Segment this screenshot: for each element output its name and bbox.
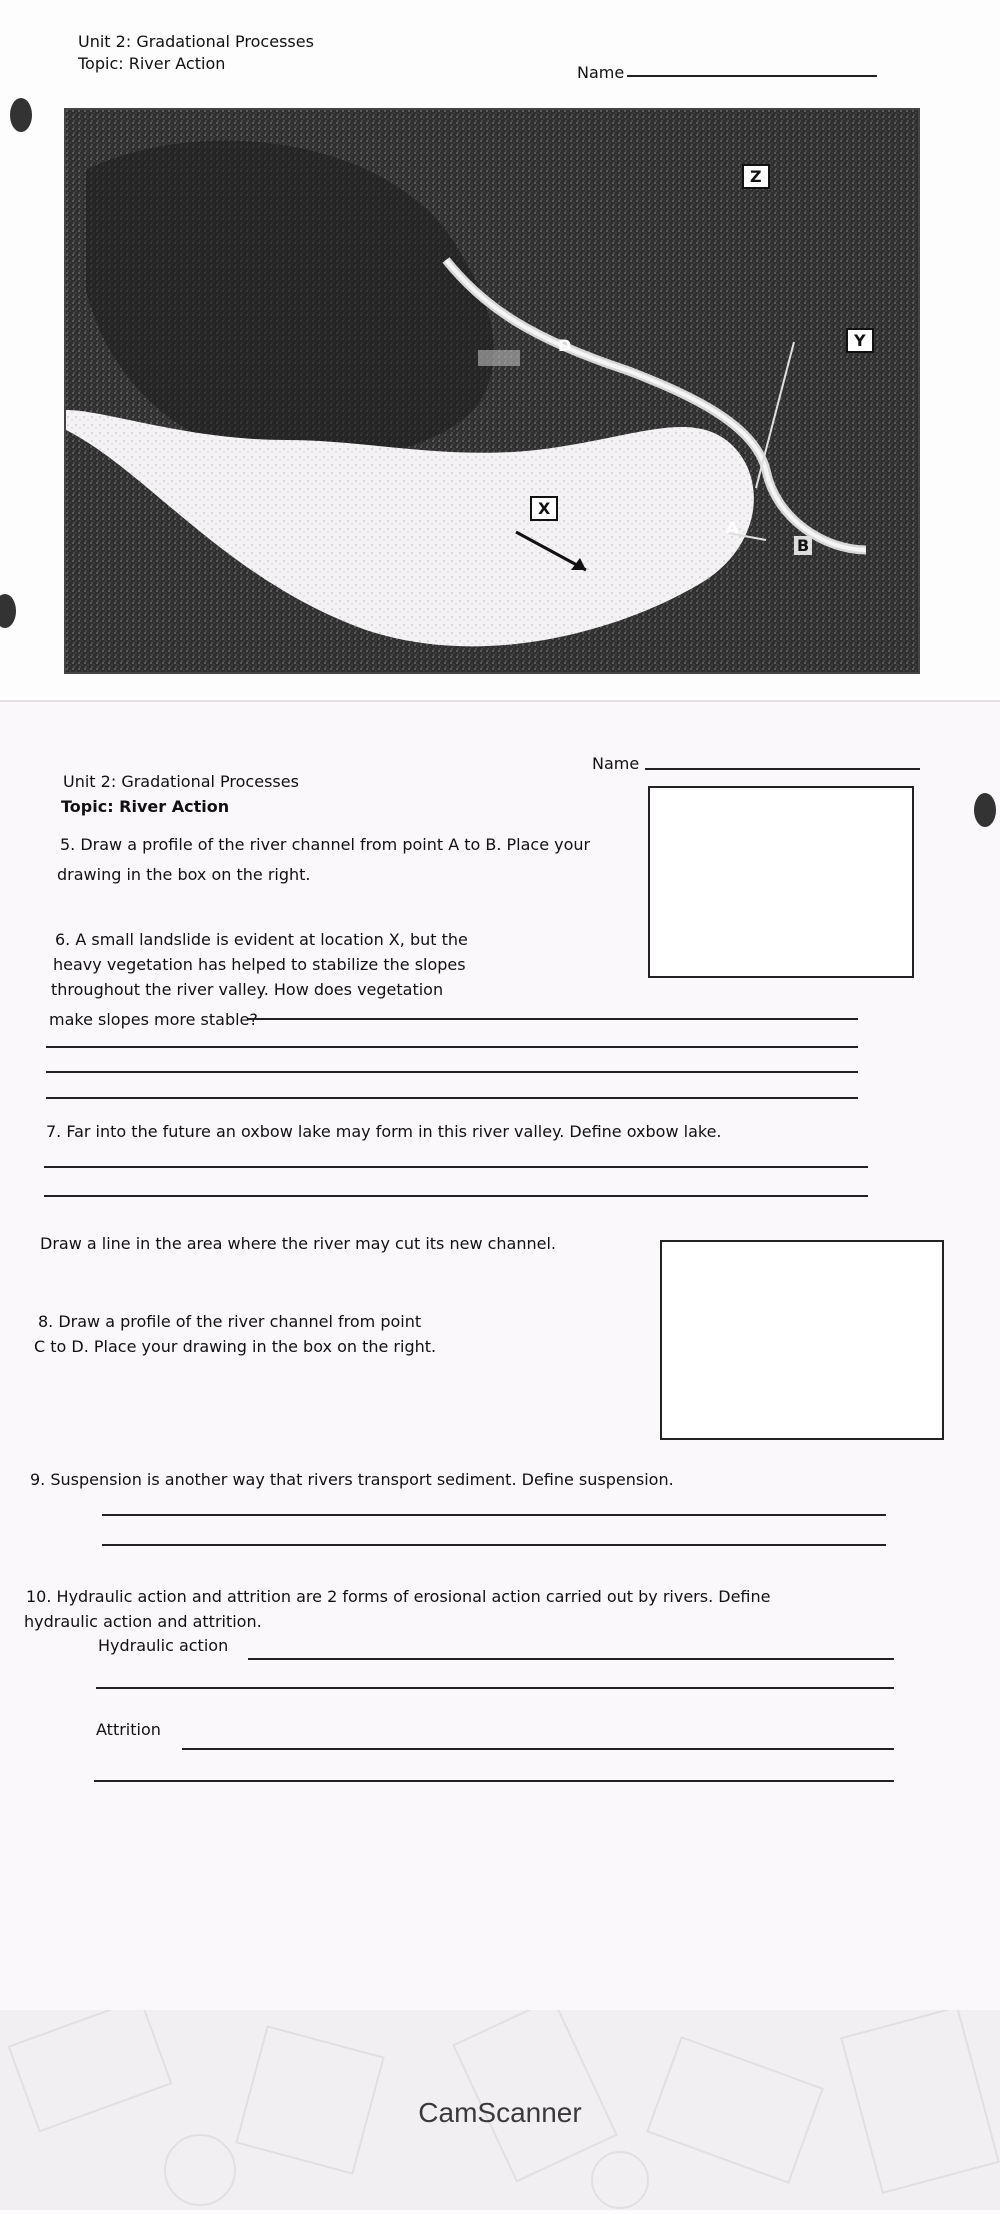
unit-heading-1: Unit 2: Gradational Processes <box>78 32 314 51</box>
answer-box-q8[interactable] <box>660 1240 944 1440</box>
name-label-2: Name <box>592 754 640 773</box>
name-line-1 <box>627 75 877 77</box>
question-6-line-3: throughout the river valley. How does vegetation <box>51 980 444 999</box>
question-6-line-1: 6. A small landslide is evident at location X, but the <box>55 930 468 949</box>
answer-line[interactable] <box>44 1166 868 1168</box>
hydraulic-action-label: Hydraulic action <box>98 1636 229 1655</box>
question-9: 9. Suspension is another way that rivers transport sediment. Define suspension. <box>30 1470 674 1489</box>
question-7: 7. Far into the future an oxbow lake may form in this river valley. Define oxbow lake. <box>46 1122 722 1141</box>
binder-hole <box>974 793 996 827</box>
point-b-label: B <box>794 536 812 555</box>
name-line-2 <box>645 768 920 770</box>
answer-line[interactable] <box>44 1195 868 1197</box>
answer-box-q5[interactable] <box>648 786 914 978</box>
topic-heading-2: Topic: River Action <box>61 797 230 816</box>
answer-line[interactable] <box>102 1544 886 1546</box>
unit-heading-2: Unit 2: Gradational Processes <box>63 772 299 791</box>
answer-line[interactable] <box>46 1046 858 1048</box>
question-10-line-1: 10. Hydraulic action and attrition are 2 forms of erosional action carried out by rivers. Define <box>26 1587 771 1606</box>
point-y-label: Y <box>846 328 874 353</box>
binder-hole <box>10 98 32 132</box>
point-a-label: A <box>726 518 739 537</box>
question-8-line-1: 8. Draw a profile of the river channel from point <box>38 1312 422 1331</box>
name-label-1: Name <box>577 63 625 82</box>
answer-line[interactable] <box>96 1687 894 1689</box>
question-5-line-1: 5. Draw a profile of the river channel from point A to B. Place your <box>60 835 591 854</box>
answer-line-hydraulic[interactable] <box>248 1658 894 1660</box>
point-z-label: Z <box>742 164 770 189</box>
river-valley-image <box>66 110 918 672</box>
answer-line[interactable] <box>46 1097 858 1099</box>
topic-heading-1: Topic: River Action <box>78 54 226 73</box>
point-x-label: X <box>530 496 558 521</box>
question-10-line-2: hydraulic action and attrition. <box>24 1612 262 1631</box>
question-6-line-2: heavy vegetation has helped to stabilize the slopes <box>53 955 466 974</box>
answer-line[interactable] <box>94 1780 894 1782</box>
camscanner-brand: CamScanner <box>418 2097 582 2128</box>
river-valley-photo <box>64 108 920 674</box>
answer-line[interactable] <box>248 1018 858 1020</box>
answer-line[interactable] <box>102 1514 886 1516</box>
point-d-label: D <box>558 336 572 355</box>
question-6-line-4: make slopes more stable? <box>49 1010 258 1029</box>
question-8-line-2: C to D. Place your drawing in the box on the right. <box>34 1337 437 1356</box>
attrition-label: Attrition <box>96 1720 161 1739</box>
answer-line[interactable] <box>46 1071 858 1073</box>
draw-line-instruction: Draw a line in the area where the river may cut its new channel. <box>40 1234 557 1253</box>
question-5-line-2: drawing in the box on the right. <box>57 865 311 884</box>
answer-line-attrition[interactable] <box>182 1748 894 1750</box>
